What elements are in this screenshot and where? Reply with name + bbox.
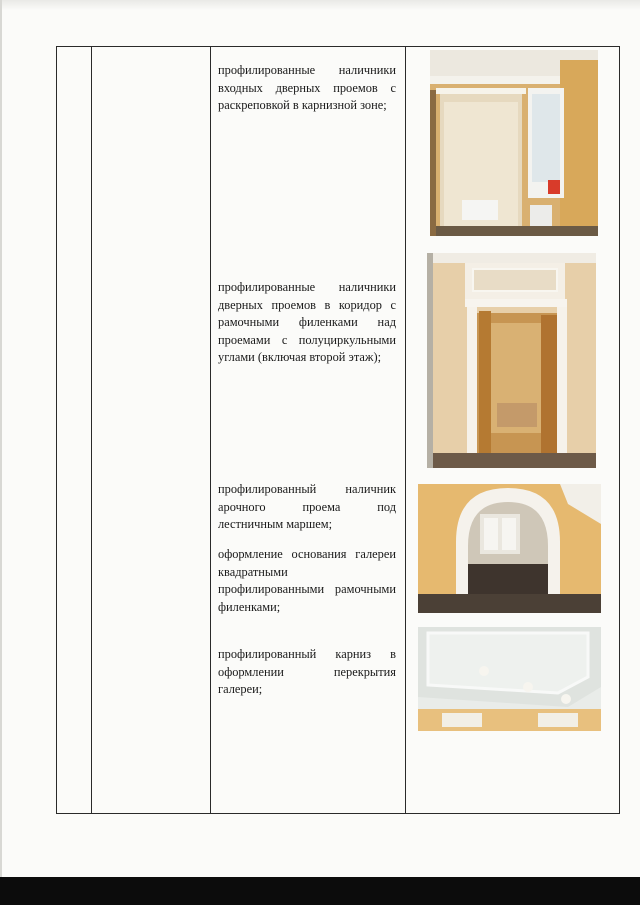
table-top-border [56, 46, 620, 47]
description-text: профилированный наличник арочного проема под лестничным маршем; [218, 482, 396, 531]
table-left-border [56, 46, 57, 814]
description-text: профилированные наличники дверных проемов в коридор с рамочными филенками над проемами с полуциркульными углами (включая второй этаж); [218, 280, 396, 364]
photo-corridor-door-casings [427, 253, 596, 468]
description-text: профилированные наличники входных дверных проемов с раскреповкой в карнизной зоне; [218, 63, 396, 112]
photo-room-entrance-casings [430, 50, 598, 236]
description-text: оформление основания галереи квадратными профилированными рамочными филенками; [218, 547, 396, 614]
photo-arched-opening [418, 484, 601, 613]
scan-edge [0, 0, 640, 10]
photo-gallery-cornice [418, 627, 601, 731]
scan-edge-left [0, 0, 2, 905]
column-divider-2 [210, 46, 211, 814]
description-text: профилированный карниз в оформлении перекрытия галереи; [218, 647, 396, 696]
scan-bottom-border [0, 877, 640, 905]
column-divider-3 [405, 46, 406, 814]
table-right-border [619, 46, 620, 814]
table-bottom-border [56, 813, 620, 814]
column-divider-1 [91, 46, 92, 814]
